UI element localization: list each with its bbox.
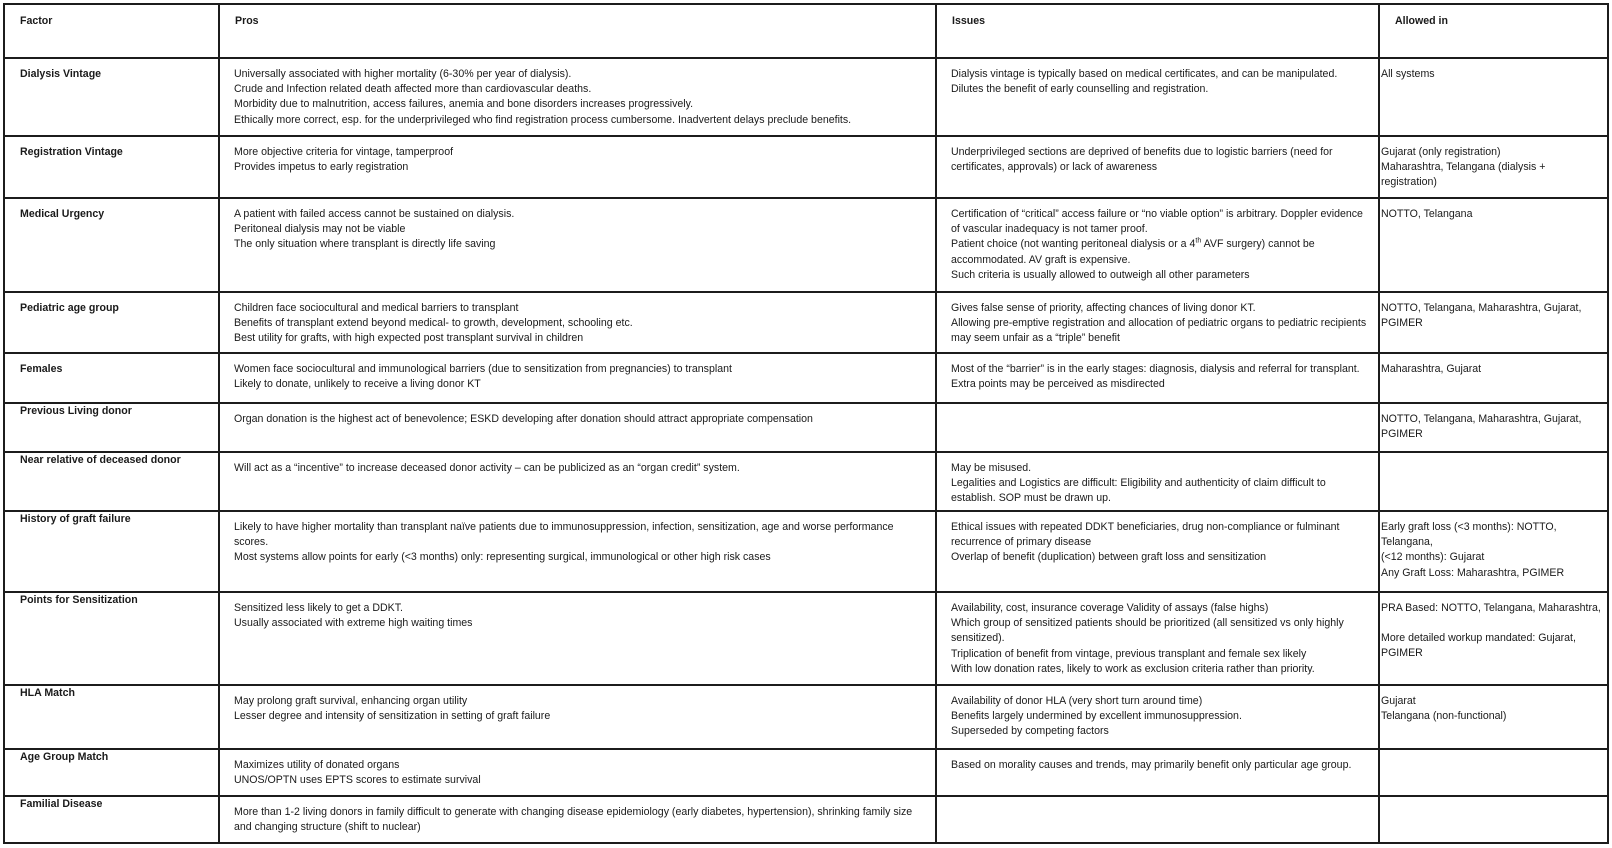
pros-cell bbox=[219, 136, 936, 198]
header-factor: Factor bbox=[4, 4, 219, 58]
issues-line: Superseded by competing factors bbox=[951, 725, 1109, 738]
allowed-cell bbox=[1379, 403, 1608, 452]
issues-line: Dilutes the benefit of early counselling and registration. bbox=[951, 83, 1209, 96]
issues-line bbox=[951, 237, 1372, 267]
factor-label: Registration Vintage bbox=[20, 146, 123, 158]
pros-line: Universally associated with higher mortality (6-30% per year of dialysis). bbox=[234, 68, 572, 80]
allowed-cell bbox=[1379, 58, 1608, 136]
allowed-cell bbox=[1379, 452, 1608, 511]
issues-line: Most of the “barrier” is in the early stages: diagnosis, dialysis and referral for transplant. Extra points may be perceived as misdirected bbox=[951, 363, 1360, 391]
issues-cell bbox=[936, 749, 1379, 796]
allowed-cell bbox=[1379, 353, 1608, 403]
allowed-line: (<12 months): Gujarat bbox=[1381, 551, 1485, 564]
pros-cell bbox=[219, 749, 936, 796]
issues-cell bbox=[936, 353, 1379, 403]
pros-cell bbox=[219, 452, 936, 511]
issues-cell bbox=[936, 198, 1379, 292]
pros-line: Usually associated with extreme high waiting times bbox=[234, 617, 473, 630]
header-row bbox=[4, 4, 1608, 58]
issues-line: Which group of sensitized patients should be prioritized (all sensitized vs only highly sensitized). bbox=[951, 617, 1344, 645]
pros-line: Peritoneal dialysis may not be viable bbox=[234, 223, 406, 236]
issues-cell bbox=[936, 685, 1379, 749]
pros-cell bbox=[219, 403, 936, 452]
allowed-line: All systems bbox=[1381, 68, 1435, 80]
blank-line bbox=[1381, 616, 1601, 631]
allowed-line: PRA Based: NOTTO, Telangana, Maharashtra, bbox=[1381, 602, 1601, 614]
pros-cell bbox=[219, 353, 936, 403]
pros-cell bbox=[219, 685, 936, 749]
pros-line: Morbidity due to malnutrition, access failures, anemia and bone disorders increases progressively. bbox=[234, 98, 694, 111]
factor-cell bbox=[4, 685, 219, 749]
factor-cell bbox=[4, 592, 219, 685]
table-row bbox=[4, 452, 1608, 511]
table-row bbox=[4, 353, 1608, 403]
allowed-line: Gujarat (only registration) bbox=[1381, 146, 1501, 158]
pros-line: Provides impetus to early registration bbox=[234, 161, 409, 174]
issues-cell bbox=[936, 796, 1379, 843]
issues-line: Triplication of benefit from vintage, previous transplant and female sex likely bbox=[951, 647, 1307, 660]
table-row bbox=[4, 136, 1608, 198]
header-issues: Issues bbox=[936, 4, 1379, 58]
allowed-line: Maharashtra, Telangana (dialysis + registration) bbox=[1381, 161, 1546, 189]
table-row bbox=[4, 403, 1608, 452]
issues-text: AVF surgery) cannot be accommodated. AV graft is expensive. bbox=[951, 238, 1315, 266]
pros-line: Maximizes utility of donated organs bbox=[234, 759, 400, 771]
allowed-cell bbox=[1379, 198, 1608, 292]
issues-cell bbox=[936, 452, 1379, 511]
allowed-line: Maharashtra, Gujarat bbox=[1381, 363, 1482, 375]
header-pros: Pros bbox=[219, 4, 936, 58]
pros-cell bbox=[219, 198, 936, 292]
issues-line: May be misused. bbox=[951, 462, 1032, 474]
allowed-line: NOTTO, Telangana, Maharashtra, Gujarat, PGIMER bbox=[1381, 302, 1582, 330]
pros-line: Most systems allow points for early (<3 months) only: representing surgical, immunological or other high risk cases bbox=[234, 551, 771, 564]
allowed-line: Telangana (non-functional) bbox=[1381, 710, 1507, 723]
factor-label: Familial Disease bbox=[20, 798, 103, 810]
table-row bbox=[4, 198, 1608, 292]
pros-cell bbox=[219, 796, 936, 843]
issues-line: Such criteria is usually allowed to outweigh all other parameters bbox=[951, 268, 1250, 281]
table-row bbox=[4, 511, 1608, 592]
factor-cell bbox=[4, 511, 219, 592]
factor-label: Females bbox=[20, 363, 63, 375]
factor-cell bbox=[4, 452, 219, 511]
header-allowed: Allowed in bbox=[1379, 4, 1608, 58]
issues-line: Gives false sense of priority, affecting chances of living donor KT. bbox=[951, 302, 1256, 314]
issues-line: Certification of “critical” access failure or “no viable option” is arbitrary. Doppler evidence of vascular inadequacy is not tamer proof. bbox=[951, 208, 1363, 236]
allowed-cell bbox=[1379, 749, 1608, 796]
pros-line: Likely to donate, unlikely to receive a living donor KT bbox=[234, 378, 481, 391]
pros-line: Ethically more correct, esp. for the underprivileged who find registration process cumbersome. Inadvertent delays preclude benefits. bbox=[234, 113, 852, 126]
table-row bbox=[4, 796, 1608, 843]
allowed-line: Any Graft Loss: Maharashtra, PGIMER bbox=[1381, 566, 1565, 579]
allowed-line: Early graft loss (<3 months): NOTTO, Telangana, bbox=[1381, 521, 1557, 549]
issues-cell bbox=[936, 511, 1379, 592]
pros-line: Organ donation is the highest act of benevolence; ESKD developing after donation should attract appropriate compensation bbox=[234, 413, 813, 425]
factor-label: Pediatric age group bbox=[20, 302, 119, 314]
factor-label: Medical Urgency bbox=[20, 208, 105, 220]
issues-line: With low donation rates, likely to work as exclusion criteria rather than priority. bbox=[951, 662, 1315, 675]
allowed-cell bbox=[1379, 592, 1608, 685]
factor-cell bbox=[4, 58, 219, 136]
pros-line: Crude and Infection related death affected more than cardiovascular deaths. bbox=[234, 83, 592, 96]
factor-cell bbox=[4, 136, 219, 198]
issues-cell bbox=[936, 58, 1379, 136]
factor-label: Previous Living donor bbox=[20, 405, 132, 417]
pros-line: Benefits of transplant extend beyond medical- to growth, development, schooling etc. bbox=[234, 317, 633, 330]
table-row bbox=[4, 58, 1608, 136]
issues-text: Patient choice (not wanting peritoneal dialysis or a 4 bbox=[951, 238, 1196, 251]
allowed-line: NOTTO, Telangana, Maharashtra, Gujarat, PGIMER bbox=[1381, 413, 1582, 441]
allowed-cell bbox=[1379, 292, 1608, 353]
pros-line: Children face sociocultural and medical barriers to transplant bbox=[234, 302, 519, 314]
issues-line: Based on morality causes and trends, may primarily benefit only particular age group. bbox=[951, 759, 1352, 771]
factor-label: Points for Sensitization bbox=[20, 594, 138, 606]
factor-label: Near relative of deceased donor bbox=[20, 454, 181, 466]
allowed-line: Gujarat bbox=[1381, 695, 1416, 707]
pros-line: More than 1-2 living donors in family difficult to generate with changing disease epidemiology (early diabetes, hypertension), shrinking family size and changing structure (shift to nuclear) bbox=[234, 806, 913, 834]
pros-line: Best utility for grafts, with high expected post transplant survival in children bbox=[234, 332, 584, 345]
pros-cell bbox=[219, 58, 936, 136]
pros-cell bbox=[219, 511, 936, 592]
factor-label: Dialysis Vintage bbox=[20, 68, 102, 80]
factor-cell bbox=[4, 403, 219, 452]
factor-cell bbox=[4, 796, 219, 843]
pros-line: May prolong graft survival, enhancing organ utility bbox=[234, 695, 468, 707]
issues-cell bbox=[936, 292, 1379, 353]
pros-line: More objective criteria for vintage, tamperproof bbox=[234, 146, 454, 158]
pros-line: Sensitized less likely to get a DDKT. bbox=[234, 602, 403, 614]
allowed-line: NOTTO, Telangana bbox=[1381, 208, 1473, 220]
pros-cell bbox=[219, 592, 936, 685]
allowed-cell bbox=[1379, 796, 1608, 843]
pros-line: Will act as a “incentive” to increase deceased donor activity – can be publicized as an “organ credit” system. bbox=[234, 462, 740, 474]
pros-line: Likely to have higher mortality than transplant naïve patients due to immunosuppression, infection, sensitization, age and worse performance scores. bbox=[234, 521, 894, 549]
issues-cell bbox=[936, 403, 1379, 452]
pros-line: Women face sociocultural and immunological barriers (due to sensitization from pregnancies) to transplant bbox=[234, 363, 732, 375]
issues-cell bbox=[936, 592, 1379, 685]
pros-cell bbox=[219, 292, 936, 353]
issues-line: Ethical issues with repeated DDKT beneficiaries, drug non-compliance or fulminant recurrence of primary disease bbox=[951, 521, 1340, 549]
superscript: th bbox=[1195, 237, 1202, 245]
table-row bbox=[4, 685, 1608, 749]
issues-line: Underprivileged sections are deprived of benefits due to logistic barriers (need for certificates, approvals) or lack of awareness bbox=[951, 146, 1333, 174]
factor-cell bbox=[4, 353, 219, 403]
allowed-line: More detailed workup mandated: Gujarat, PGIMER bbox=[1381, 632, 1576, 660]
factor-cell bbox=[4, 198, 219, 292]
issues-line: Availability, cost, insurance coverage Validity of assays (false highs) bbox=[951, 602, 1269, 614]
allowed-cell bbox=[1379, 685, 1608, 749]
factor-label: HLA Match bbox=[20, 687, 75, 699]
table-row bbox=[4, 749, 1608, 796]
allowed-cell bbox=[1379, 136, 1608, 198]
issues-line: Benefits largely undermined by excellent immunosuppression. bbox=[951, 710, 1242, 723]
pros-line: Lesser degree and intensity of sensitization in setting of graft failure bbox=[234, 710, 551, 723]
factor-cell bbox=[4, 749, 219, 796]
issues-line: Overlap of benefit (duplication) between graft loss and sensitization bbox=[951, 551, 1267, 564]
table-row bbox=[4, 592, 1608, 685]
pros-line: The only situation where transplant is directly life saving bbox=[234, 238, 496, 251]
issues-line: Availability of donor HLA (very short turn around time) bbox=[951, 695, 1203, 707]
factor-label: Age Group Match bbox=[20, 751, 109, 763]
issues-line: Allowing pre-emptive registration and allocation of pediatric organs to pediatric recipients may seem unfair as a “triple” benefit bbox=[951, 317, 1367, 345]
issues-line: Legalities and Logistics are difficult: Eligibility and authenticity of claim difficult to establish. SOP must be drawn up. bbox=[951, 477, 1326, 505]
allowed-cell bbox=[1379, 511, 1608, 592]
issues-cell bbox=[936, 136, 1379, 198]
factor-cell bbox=[4, 292, 219, 353]
factors-table bbox=[3, 3, 1609, 844]
pros-line: UNOS/OPTN uses EPTS scores to estimate survival bbox=[234, 774, 481, 787]
issues-line: Dialysis vintage is typically based on medical certificates, and can be manipulated. bbox=[951, 68, 1338, 80]
table-row bbox=[4, 292, 1608, 353]
pros-line: A patient with failed access cannot be sustained on dialysis. bbox=[234, 208, 515, 220]
factor-label: History of graft failure bbox=[20, 513, 131, 525]
